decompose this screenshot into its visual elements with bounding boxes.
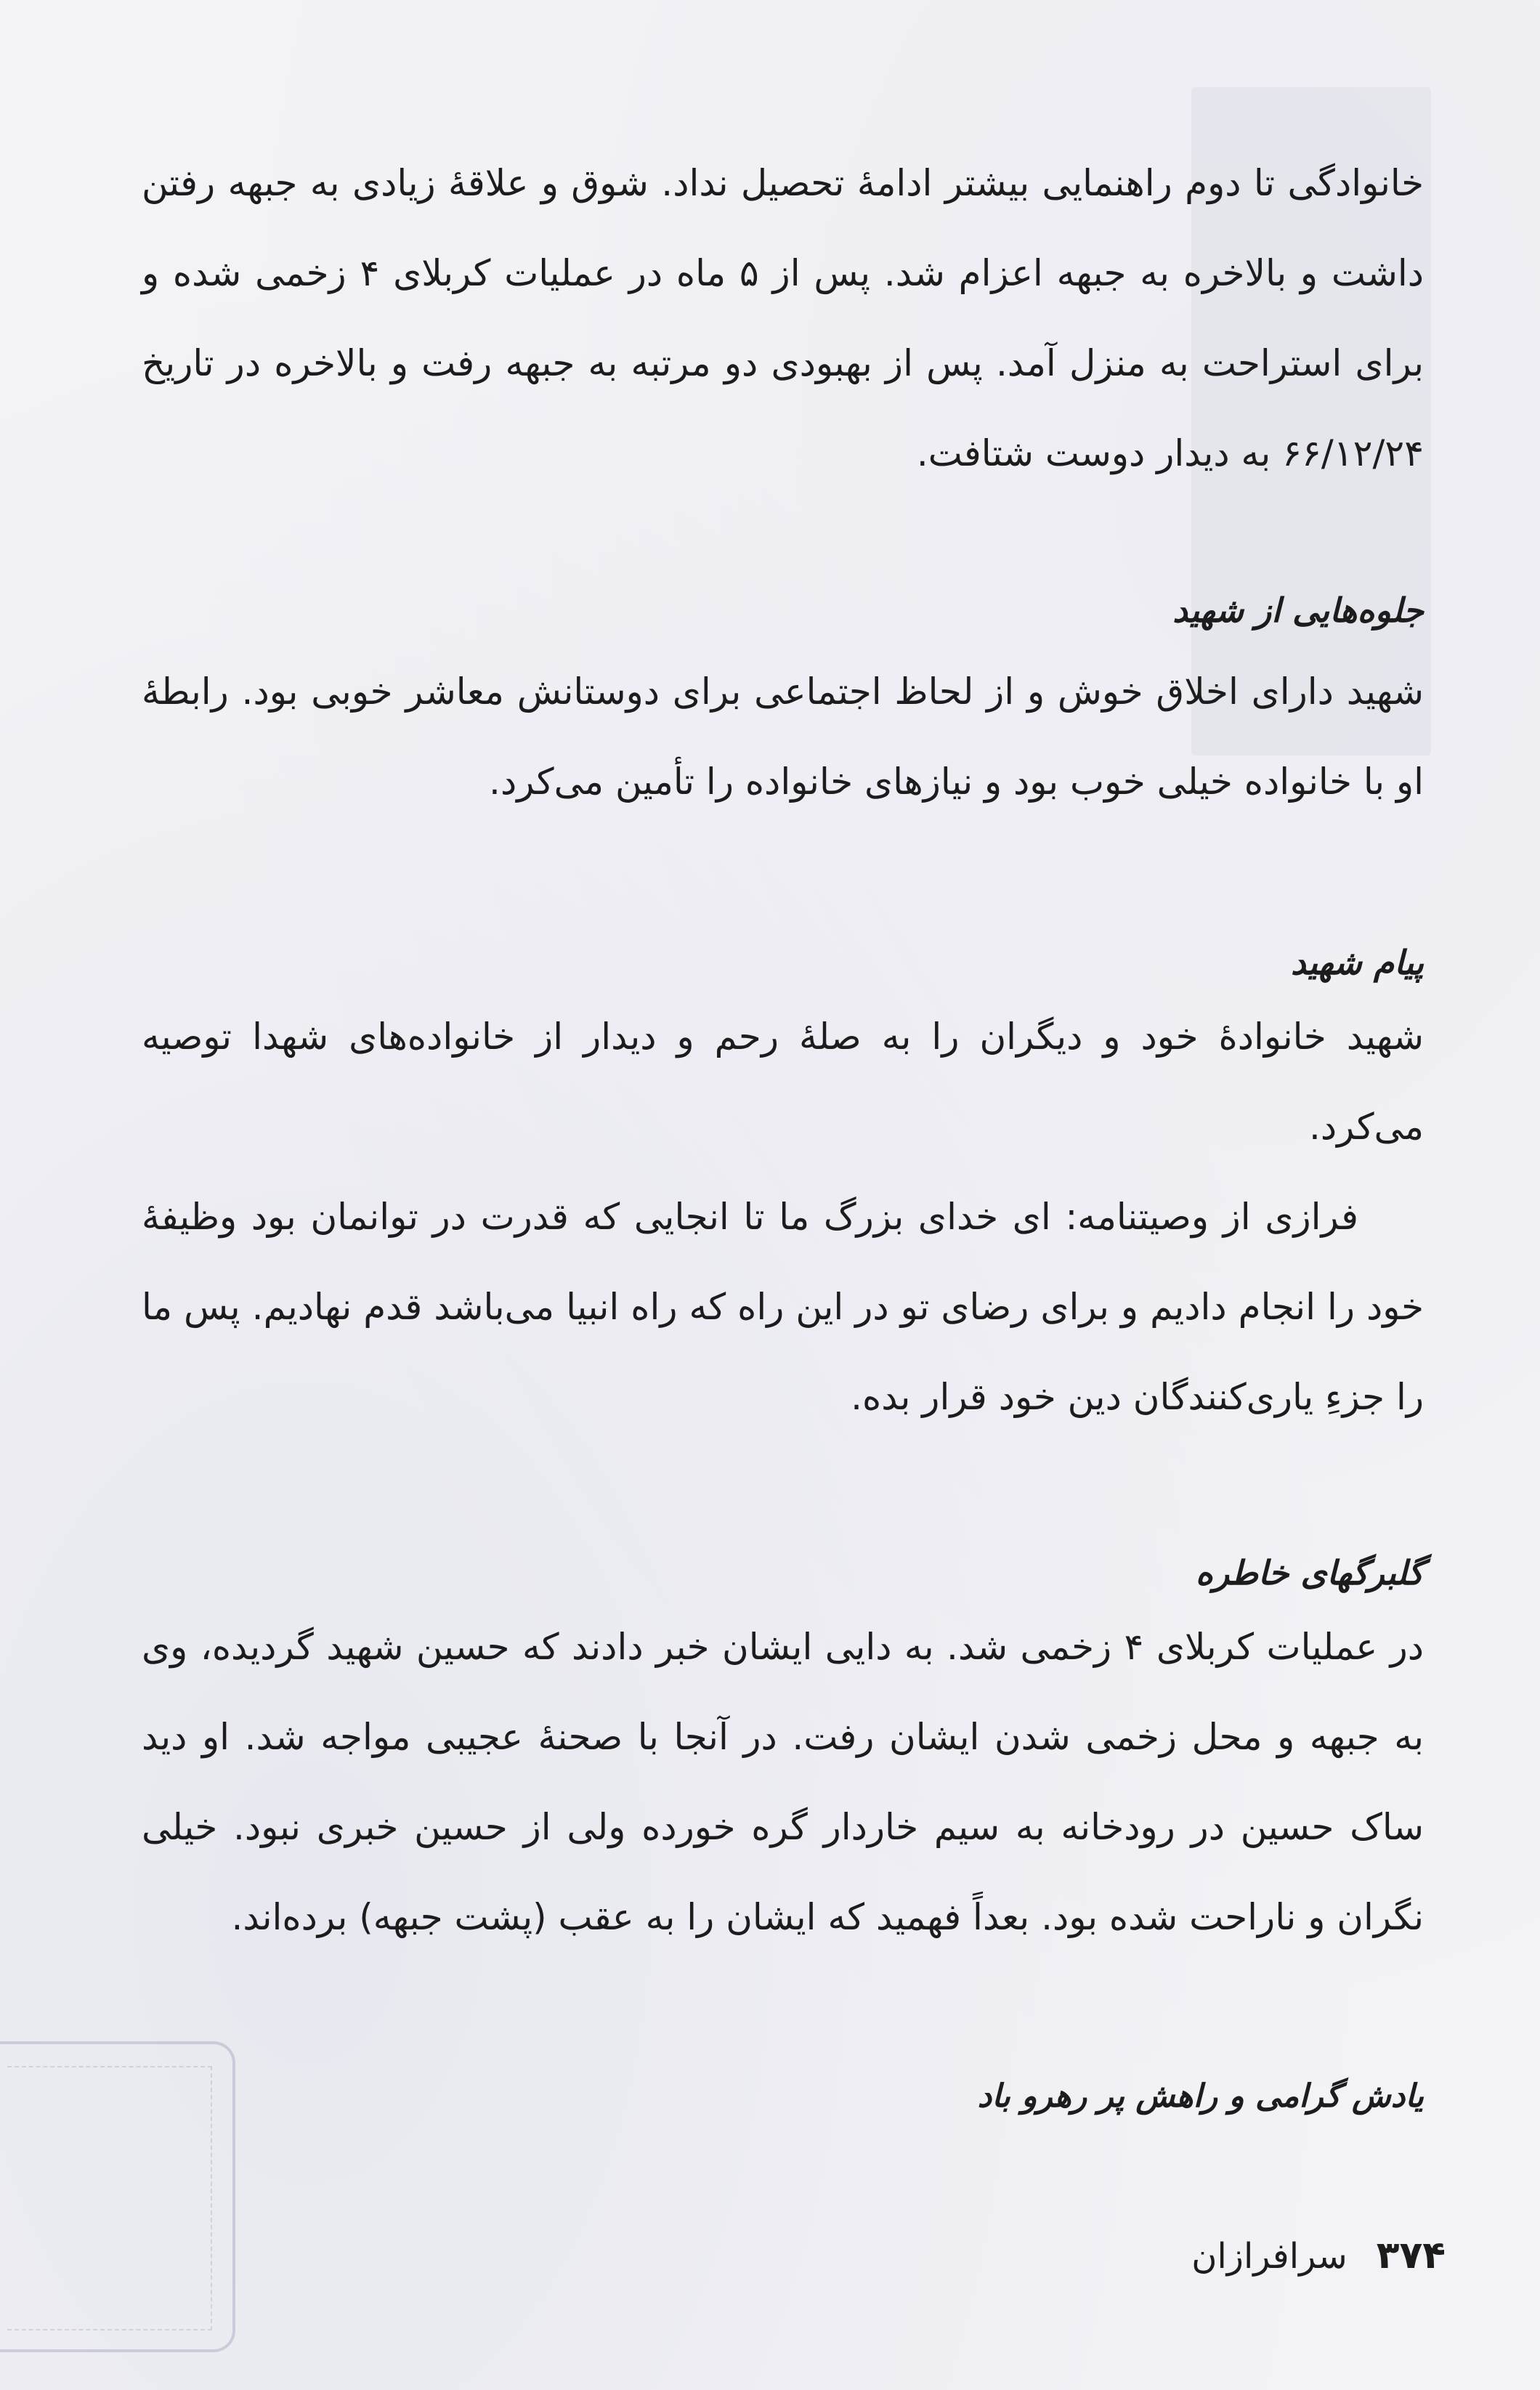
section-heading: گلبرگهای خاطره <box>1195 1553 1424 1592</box>
section-heading: جلوه‌هایی از شهید <box>1172 591 1424 630</box>
section-paragraph: شهید دارای اخلاق خوش و از لحاظ اجتماعی برای دوستانش معاشر خوبی بود. رابطهٔ او با خانواده خیلی خوب بود و نیازهای خانواده را تأمین می‌کرد. <box>142 671 1424 803</box>
page-number: ۳۷۴ <box>1376 2234 1446 2277</box>
closing-line: یادش گرامی و راهش پر رهرو باد <box>977 2078 1424 2115</box>
page-footer <box>1191 2234 1446 2277</box>
section-message <box>142 933 1424 1442</box>
section-paragraph: شهید خانوادهٔ خود و دیگران را به صلهٔ رحم و دیدار از خانواده‌های شهدا توصیه می‌کرد. <box>142 1016 1424 1148</box>
intro-paragraph: خانوادگی تا دوم راهنمایی بیشتر ادامهٔ تحصیل نداد. شوق و علاقهٔ زیادی به جبهه رفتن داشت و بالاخره به جبهه اعزام شد. پس از ۵ ماه در عملیات کربلای ۴ زخمی شده و برای استراحت به منزل آمد. پس از بهبودی دو مرتبه به جبهه رفت و بالاخره در تاریخ ۶۶/۱۲/۲۴ به دیدار دوست شتافت. <box>142 162 1424 474</box>
will-excerpt-paragraph: فرازی از وصیتنامه: ای خدای بزرگ ما تا انجایی که قدرت در توانمان بود وظیفهٔ خود را انجام دادیم و برای رضای تو در این راه که راه انبیا می‌باشد قدم نهادیم. پس ما را جزءِ یاری‌کنندگان دین خود قرار بده. <box>142 1196 1424 1418</box>
section-paragraph: در عملیات کربلای ۴ زخمی شد. به دایی ایشان خبر دادند که حسین شهید گردیده، وی به جبهه و محل زخمی شدن ایشان رفت. در آنجا با صحنهٔ عجیبی مواجه شد. او دید ساک حسین در رودخانه به سیم خاردار گره خورده ولی از حسین خبری نبود. خیلی نگران و ناراحت شده بود. بعداً فهمید که ایشان را به عقب (پشت جبهه) برده‌اند. <box>142 1626 1424 1938</box>
section-heading: پیام شهید <box>1291 943 1424 982</box>
section-character <box>142 581 1424 827</box>
closing-block <box>142 2078 1424 2115</box>
book-title: سرافرازان <box>1191 2236 1348 2277</box>
intro-block <box>142 138 1424 498</box>
section-memories <box>142 1544 1424 1962</box>
